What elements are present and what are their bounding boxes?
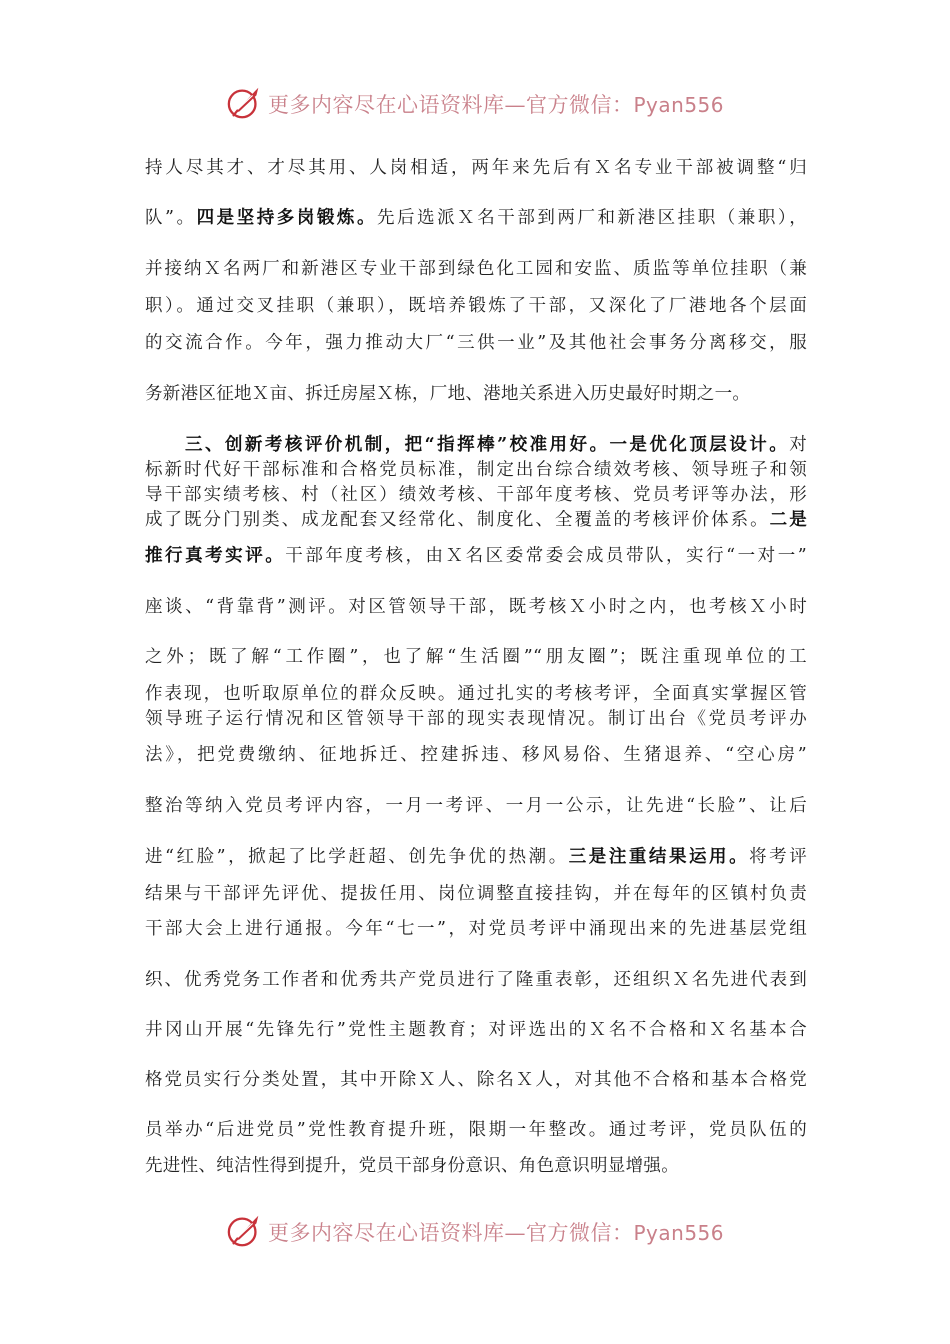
text-run: 将考评	[749, 847, 808, 867]
text-run: 员举办“后进党员”党性教育提升班，限期一年整改。通过考评，党员队伍的	[145, 1120, 807, 1140]
paragraph-line	[145, 382, 807, 406]
paragraph-line	[145, 682, 807, 706]
text-run: 作表现，也听取原单位的群众反映。通过扎实的考核考评，全面真实掌握区管	[145, 684, 807, 704]
paragraph-line	[145, 1018, 807, 1042]
text-run: 井冈山开展“先锋先行”党性主题教育；对评选出的Ｘ名不合格和Ｘ名基本合	[145, 1020, 807, 1040]
paragraph-line	[145, 882, 807, 906]
text-run: 标新时代好干部标准和合格党员标准，制定出台综合绩效考核、领导班子和领	[145, 460, 807, 480]
bold-text: 三、创新考核评价机制，把“指挥棒”校准用好。一是优化顶层设计。	[185, 435, 790, 455]
footer-watermark	[0, 1210, 950, 1250]
paragraph-line	[145, 968, 807, 992]
paragraph-line	[145, 845, 807, 869]
text-run: 结果与干部评先评优、提拔任用、岗位调整直接挂钩，并在每年的区镇村负责	[145, 884, 807, 904]
paragraph-line	[145, 257, 807, 281]
footer-watermark-text: 更多内容尽在心语资料库—官方微信：Pyan556	[268, 1221, 725, 1245]
paragraph-line	[145, 645, 807, 669]
paragraph-line	[145, 544, 807, 568]
paragraph-line	[145, 331, 807, 355]
bold-text: 二是	[769, 510, 807, 530]
paragraph-line	[145, 595, 807, 619]
paragraph-line	[145, 294, 807, 318]
text-run: 织、优秀党务工作者和优秀共产党员进行了隆重表彰，还组织Ｘ名先进代表到	[145, 970, 807, 990]
text-run: 的交流合作。今年，强力推动大厂“三供一业”及其他社会事务分离移交，服	[145, 333, 807, 353]
paragraph-line	[145, 156, 807, 180]
paragraph-line	[145, 508, 807, 532]
paragraph-line	[185, 433, 807, 457]
text-run: 务新港区征地Ｘ亩、拆迁房屋Ｘ栋，厂地、港地关系进入历史最好时期之一。	[145, 384, 751, 404]
paragraph-line	[145, 483, 807, 507]
paragraph-line	[145, 1068, 807, 1092]
paragraph-line	[145, 743, 807, 767]
text-run: 进“红脸”，掀起了比学赶超、创先争优的热潮。	[145, 847, 569, 867]
paragraph-line	[145, 1118, 807, 1142]
text-run: 队”。	[145, 208, 197, 228]
paragraph-line	[145, 1154, 807, 1178]
text-run: 并接纳Ｘ名两厂和新港区专业干部到绿色化工园和安监、质监等单位挂职（兼	[145, 259, 807, 279]
header-watermark-text: 更多内容尽在心语资料库—官方微信：Pyan556	[268, 93, 725, 117]
text-run: 持人尽其才、才尽其用、人岗相适，两年来先后有Ｘ名专业干部被调整“归	[145, 158, 807, 178]
bold-text: 推行真考实评。	[145, 546, 286, 566]
text-run: 先后选派Ｘ名干部到两厂和新港区挂职（兼职），	[377, 208, 807, 228]
text-run: 座谈、“背靠背”测评。对区管领导干部，既考核Ｘ小时之内，也考核Ｘ小时	[145, 597, 807, 617]
paragraph-line	[145, 458, 807, 482]
text-run: 格党员实行分类处置，其中开除Ｘ人、除名Ｘ人，对其他不合格和基本合格党	[145, 1070, 807, 1090]
bold-text: 四是坚持多岗锻炼。	[196, 208, 377, 228]
text-run: 干部年度考核，由Ｘ名区委常委会成员带队，实行“一对一”	[285, 546, 807, 566]
paragraph-line	[145, 206, 807, 230]
quill-logo-icon	[226, 84, 264, 122]
text-run: 先进性、纯洁性得到提升，党员干部身份意识、角色意识明显增强。	[145, 1156, 679, 1176]
text-run: 领导班子运行情况和区管领导干部的现实表现情况。制订出台《党员考评办	[145, 709, 807, 729]
text-run: 整治等纳入党员考评内容，一月一考评、一月一公示，让先进“长脸”、让后	[145, 796, 807, 816]
paragraph-line	[145, 707, 807, 731]
text-run: 职）。通过交叉挂职（兼职），既培养锻炼了干部，又深化了厂港地各个层面	[145, 296, 807, 316]
paragraph-line	[145, 917, 807, 941]
text-run: 之外；既了解“工作圈”，也了解“生活圈”“朋友圈”；既注重现单位的工	[145, 647, 807, 667]
header-watermark	[0, 82, 950, 122]
paragraph-line	[145, 794, 807, 818]
text-run: 导干部实绩考核、村（社区）绩效考核、干部年度考核、党员考评等办法，形	[145, 485, 807, 505]
text-run: 干部大会上进行通报。今年“七一”，对党员考评中涌现出来的先进基层党组	[145, 919, 807, 939]
text-run: 法》，把党费缴纳、征地拆迁、控建拆违、移风易俗、生猪退养、“空心房”	[145, 745, 807, 765]
text-run: 对	[789, 435, 807, 455]
bold-text: 三是注重结果运用。	[568, 847, 750, 867]
quill-logo-icon	[226, 1212, 264, 1250]
text-run: 成了既分门别类、成龙配套又经常化、制度化、全覆盖的考核评价体系。	[145, 510, 770, 530]
